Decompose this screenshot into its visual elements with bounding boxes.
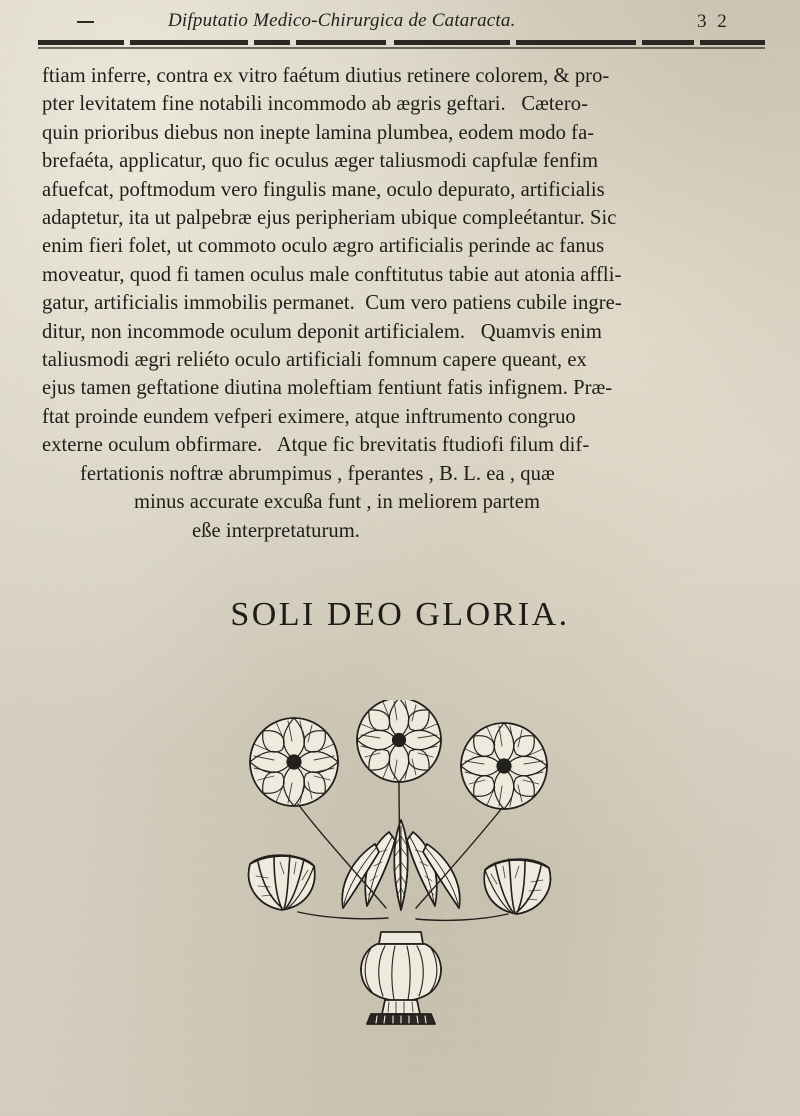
body-line: adaptetur, ita ut palpebræ ejus peripheriam ubique compleétantur. Sic — [42, 207, 617, 230]
body-line: gatur, artificialis immobilis permanet. Cum vero patiens cubile ingre- — [42, 292, 622, 315]
body-line: quin prioribus diebus non inepte lamina plumbea, eodem modo fa- — [42, 121, 595, 144]
body-line: pter levitatem fine notabili incommodo ab ægris geftari. Cætero- — [42, 93, 589, 116]
body-line: ditur, non incommode oculum deponit artificialem. Quamvis enim — [42, 320, 603, 343]
body-line: moveatur, quod fi tamen oculus male conftitutus tabie aut atonia affli- — [42, 263, 622, 286]
closing-line: eße interpretaturum. — [192, 519, 360, 542]
body-line: ftat proinde eundem vefperi eximere, atque inftrumento congruo — [42, 405, 576, 428]
body-text — [42, 62, 760, 545]
colophon: SOLI DEO GLORIA. — [230, 596, 570, 633]
header-rule — [38, 40, 765, 52]
running-head-title: Difputatio Medico-Chirurgica de Cataracta. — [168, 10, 516, 31]
page-number: 3 2 — [697, 11, 730, 32]
body-line: externe oculum obfirmare. Atque fic brevitatis ftudiofi filum dif- — [42, 434, 590, 457]
body-line: ftiam inferre, contra ex vitro faétum diutius retinere colorem, & pro- — [42, 65, 610, 87]
header-rule-thin — [38, 47, 765, 49]
body-line: ejus tamen geftatione diutina moleftiam fentiunt fatis infignem. Præ- — [42, 377, 613, 400]
body-line: taliusmodi ægri reliéto oculo artificiali fomnum capere queant, ex — [42, 349, 587, 372]
running-head — [0, 8, 800, 36]
closing-line: fertationis noftræ abrumpimus , fperantes , B. L. ea , quæ — [80, 462, 555, 485]
body-line: afuefcat, poftmodum vero fingulis mane, oculo depurato, artificialis — [42, 178, 605, 201]
closing-line: minus accurate excußa funt , in meliorem partem — [134, 491, 541, 514]
body-line: brefaéta, applicatur, quo fic oculus æger taliusmodi capfulæ fenfim — [42, 150, 599, 173]
body-line: enim fieri folet, ut commoto oculo ægro artificialis perinde ac fanus — [42, 235, 605, 258]
running-head-dash — [77, 21, 94, 23]
woodcut-flower-vase-ornament — [236, 700, 566, 1030]
